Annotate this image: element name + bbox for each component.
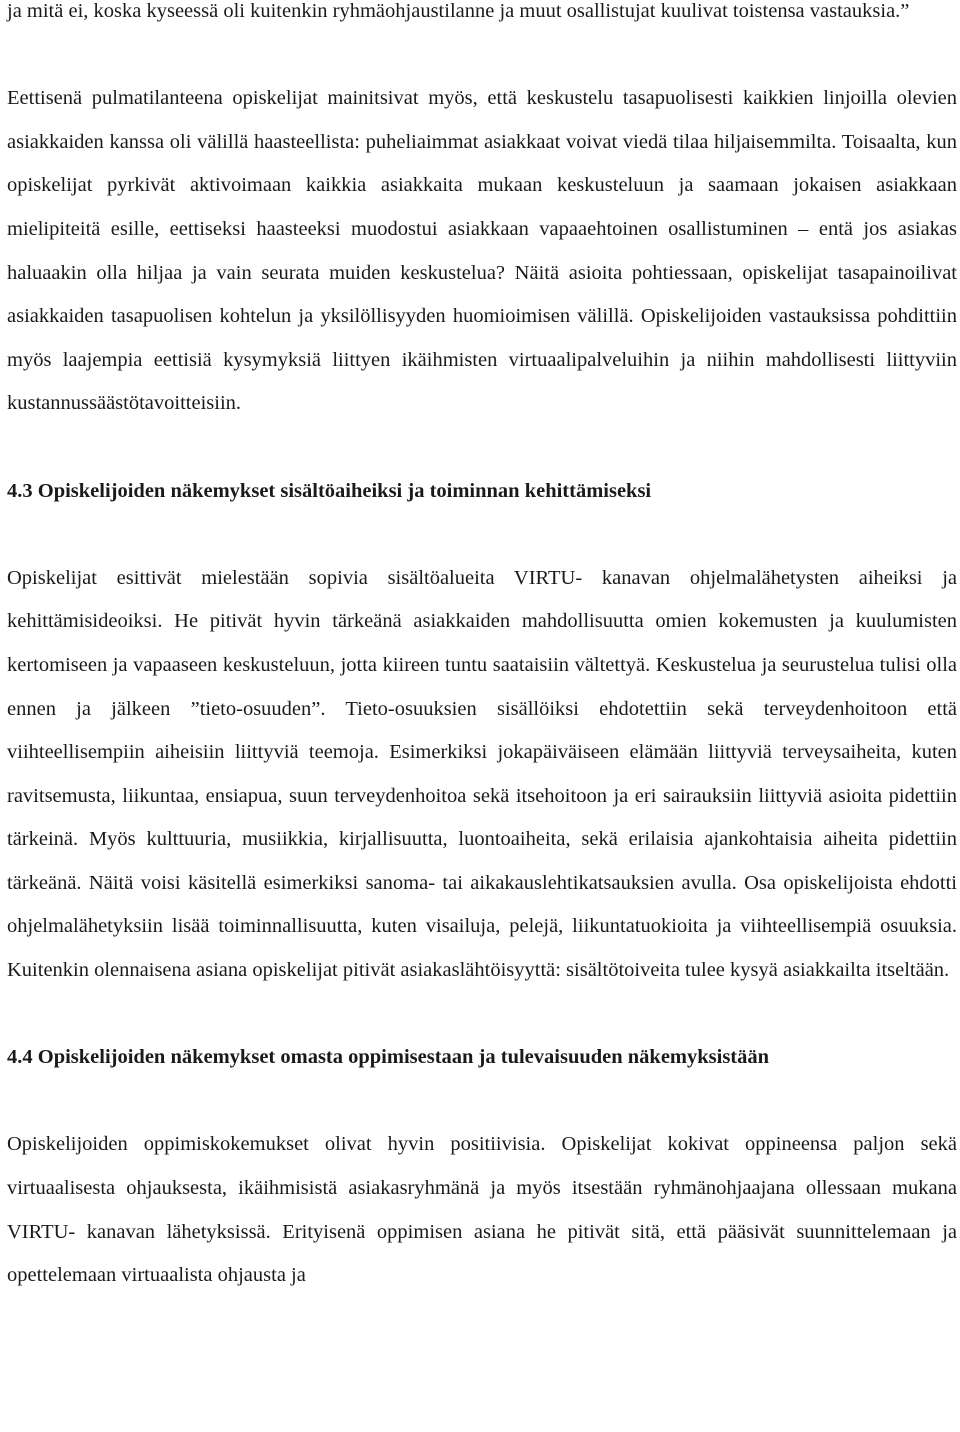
paragraph-gap: [7, 34, 957, 78]
ethics-paragraph: Eettisenä pulmatilanteena opiskelijat mainitsivat myös, että keskustelu tasapuolisesti kaikkien linjoilla olevien asiakkaiden kanssa oli välillä haasteellista: puheliaimmat asiakkaat voivat viedä tilaa hiljaisemmilta. Toisaalta, kun opiskelijat pyrkivät aktivoimaan kaikkia asiakkaita mukaan keskusteluun ja saamaan jokaisen asiakkaan mielipiteitä esille, eettiseksi haasteeksi muodostui asiakkaan vapaaehtoinen osallistuminen – entä jos asiakas haluaakin olla hiljaa ja vain seurata muiden keskustelua? Näitä asioita pohtiessaan, opiskelijat tasapainoilivat asiakkaiden tasapuolisen kohtelun ja yksilöllisyyden huomioimisen välillä. Opiskelijoiden vastauksissa pohdittiin myös laajempia eettisiä kysymyksiä liittyen ikäihmisten virtuaalipalveluihin ja niihin mahdollisesti liittyviin kustannussäästötavoitteisiin.: [7, 87, 957, 415]
section-4-4-paragraph: Opiskelijoiden oppimiskokemukset olivat hyvin positiivisia. Opiskelijat kokivat oppineensa paljon sekä virtuaalisesta ohjauksesta, ikäihmisistä asiakasryhmänä ja myös itsestään ryhmänohjaajana ollessaan mukana VIRTU- kanavan lähetyksissä. Erityisenä oppimisen asiana he pitivät sitä, että pääsivät suunnittelemaan ja opettelemaan virtuaalista ohjausta ja: [7, 1133, 957, 1287]
paragraph-gap: [7, 426, 957, 470]
paragraph-gap: [7, 513, 957, 557]
document-page: [7, 0, 957, 1298]
section-4-3-paragraph: Opiskelijat esittivät mielestään sopivia sisältöalueita VIRTU- kanavan ohjelmalähetysten aiheiksi ja kehittämisideoiksi. He pitivät hyvin tärkeänä asiakkaiden mahdollisuutta omien kokemusten ja kuulumisten kertomiseen ja vapaaseen keskusteluun, jotta kiireen tuntu saataisiin vältettyä. Keskustelua ja seurustelua tulisi olla ennen ja jälkeen ”tieto-osuuden”. Tieto-osuuksien sisällöiksi ehdotettiin sekä terveydenhoitoon että viihteellisempiin aiheisiin liittyviä teemoja. Esimerkiksi jokapäiväiseen elämään liittyviä terveysaiheita, kuten ravitsemusta, liikuntaa, ensiapua, suun terveydenhoitoa sekä itsehoitoon ja eri sairauksiin liittyviä asioita pidettiin tärkeinä. Myös kulttuuria, musiikkia, kirjallisuutta, luontoaiheita, sekä erilaisia ajankohtaisia aiheita pidettiin tärkeänä. Näitä voisi käsitellä esimerkiksi sanoma- tai aikakauslehtikatsauksien avulla. Osa opiskelijoista ehdotti ohjelmalähetyksiin lisää toiminnallisuutta, kuten visailuja, pelejä, liikuntatuokioita ja viihteellisempiä osuuksia. Kuitenkin olennaisena asiana opiskelijat pitivät asiakaslähtöisyyttä: sisältötoiveita tulee kysyä asiakkailta itseltään.: [7, 566, 957, 982]
intro-paragraph: ja mitä ei, koska kyseessä oli kuitenkin ryhmäohjaustilanne ja muut osallistujat kuulivat toistensa vastauksia.”: [7, 0, 910, 22]
paragraph-gap: [7, 993, 957, 1037]
section-heading-4-3: 4.3 Opiskelijoiden näkemykset sisältöaiheiksi ja toiminnan kehittämiseksi: [7, 479, 652, 502]
section-heading-4-4: 4.4 Opiskelijoiden näkemykset omasta oppimisestaan ja tulevaisuuden näkemyksistään: [7, 1046, 770, 1069]
paragraph-gap: [7, 1080, 957, 1124]
